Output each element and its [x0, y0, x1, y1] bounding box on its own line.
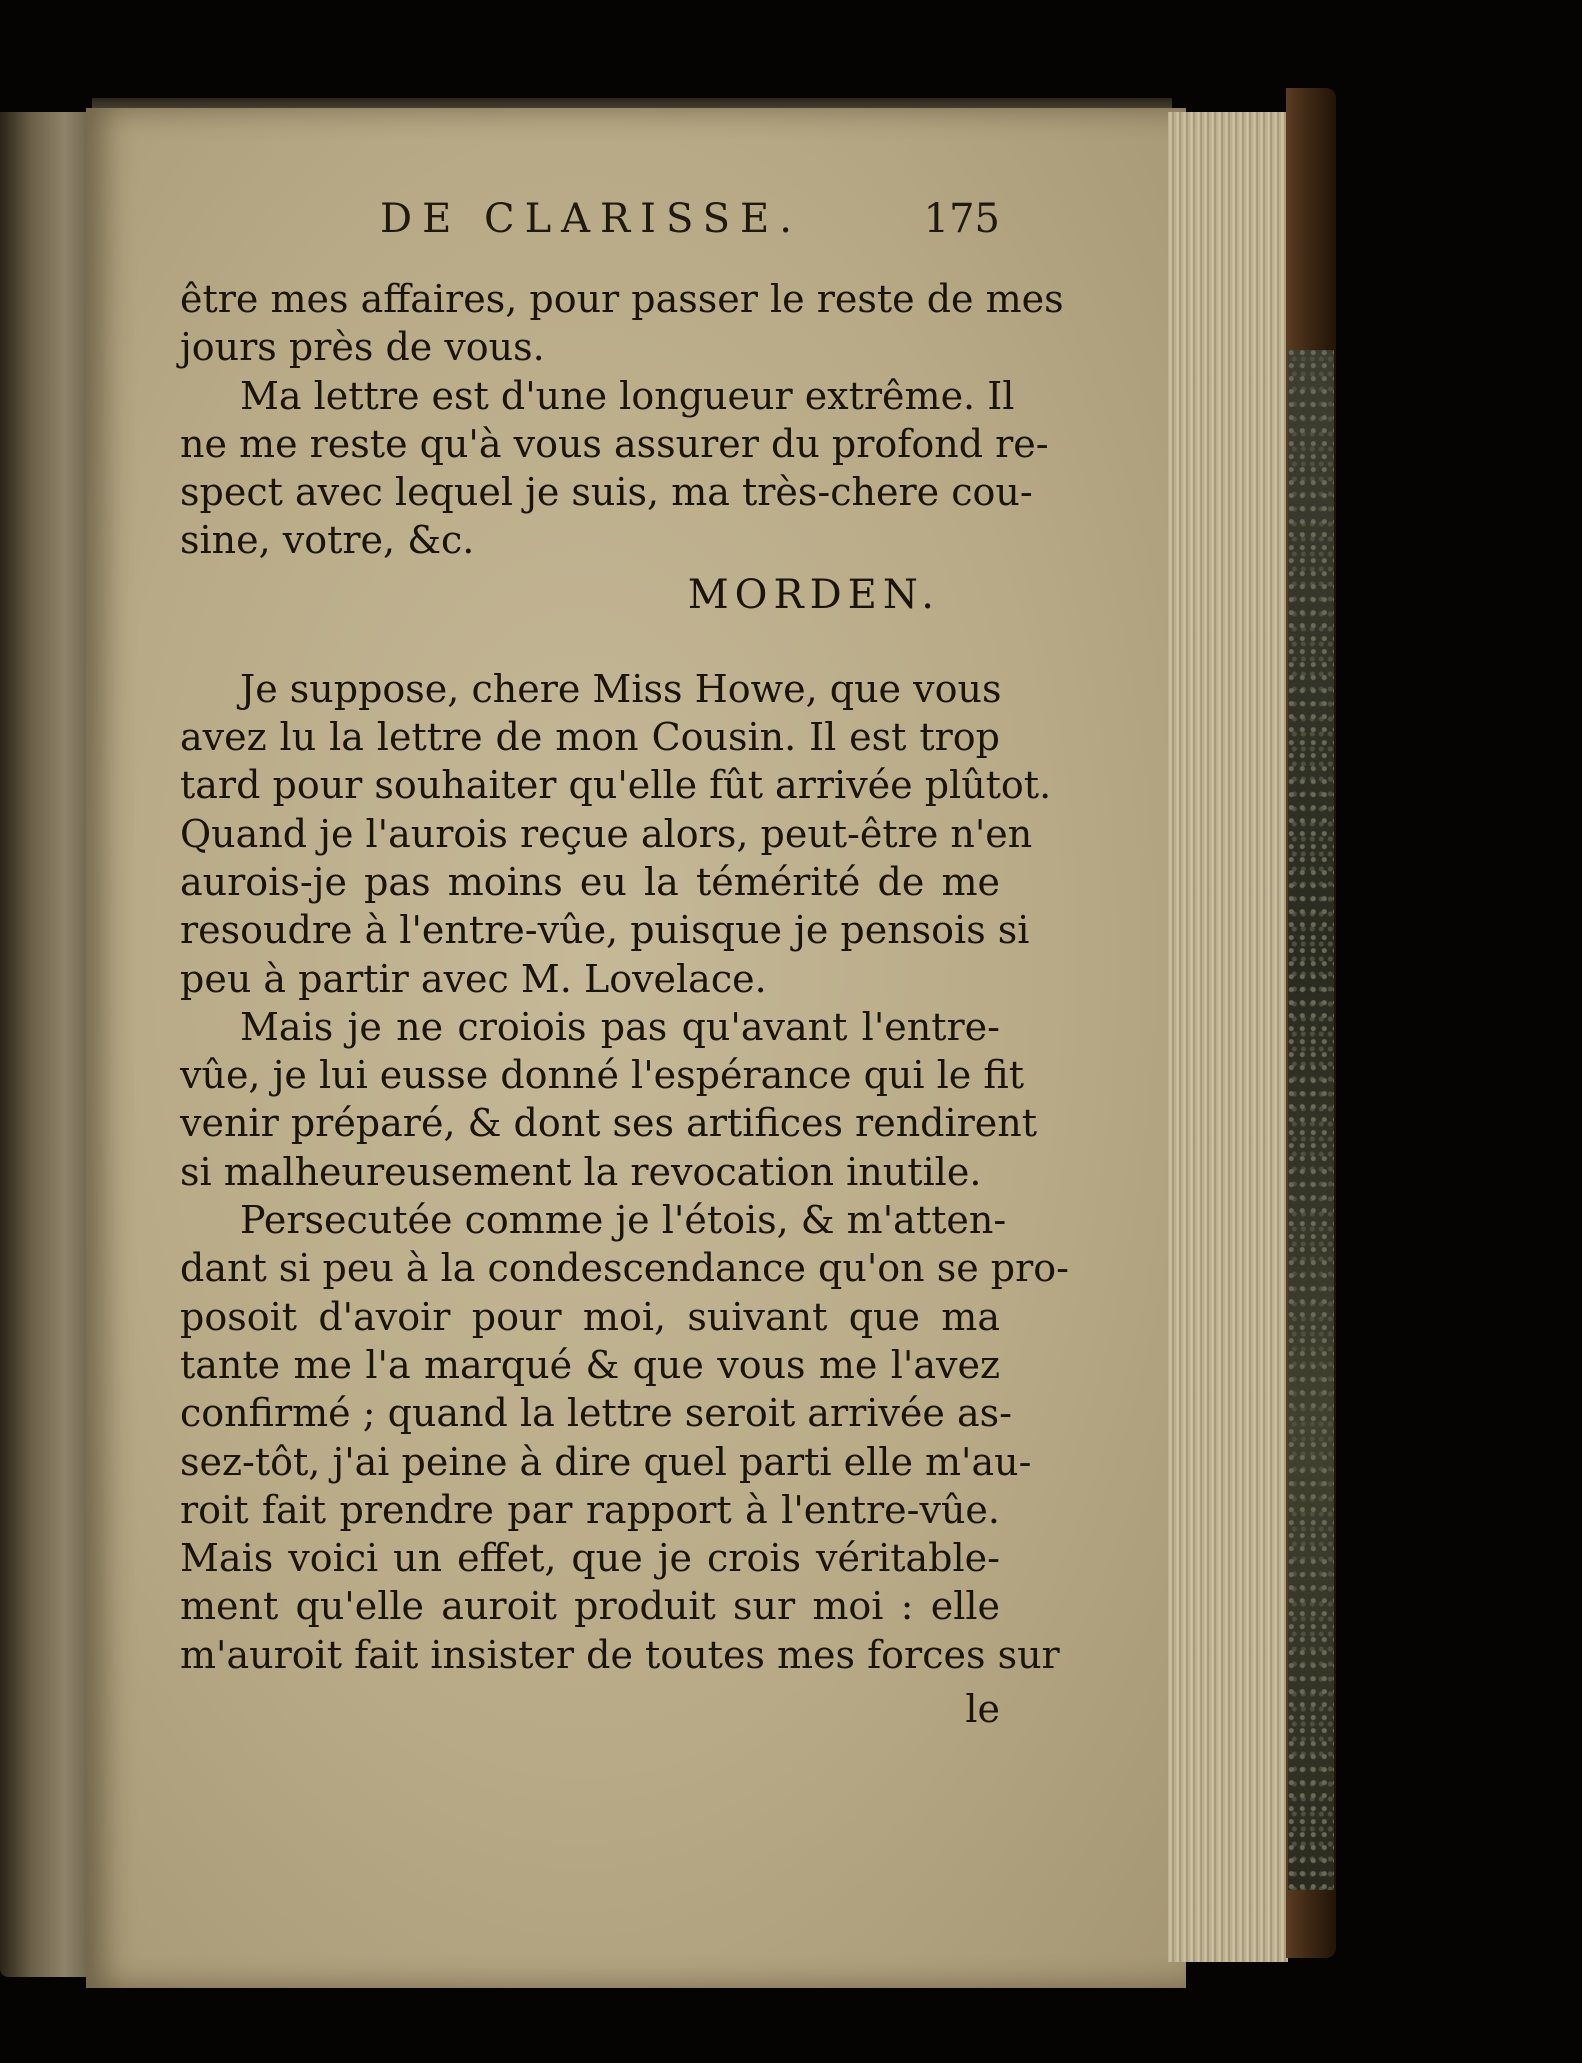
text-line: venir préparé, & dont ses artifices rendirent [180, 1101, 1038, 1146]
paragraph-5 [180, 1196, 1069, 1679]
paragraph-3 [180, 665, 1052, 1003]
text-line: vûe, je lui eusse donné l'espérance qui le fit [180, 1053, 1024, 1098]
running-head [380, 196, 1000, 246]
paragraph-2 [180, 372, 1049, 565]
text-line: ment qu'elle auroit produit sur moi : elle [180, 1584, 1000, 1629]
page-number: 175 [923, 196, 1000, 242]
section-gap [180, 625, 1000, 665]
text-line: spect avec lequel je suis, ma très-chere cou- [180, 470, 1033, 515]
text-line: Je suppose, chere Miss Howe, que vous [240, 666, 1002, 711]
text-line: si malheureusement la revocation inutile. [180, 1149, 982, 1194]
text-line: être mes affaires, pour passer le reste de mes [180, 277, 1064, 321]
text-line: dant si peu à la condescendance qu'on se pro- [180, 1246, 1069, 1291]
text-line: Mais voici un effet, que je crois véritable- [180, 1536, 1000, 1581]
left-page-edge [0, 112, 92, 1977]
text-line: Mais je ne croiois pas qu'avant l'entre- [240, 1004, 1000, 1049]
catchword: le [965, 1687, 1000, 1732]
text-line: avez lu la lettre de mon Cousin. Il est trop [180, 715, 1000, 760]
running-title: DE CLARISSE. [380, 196, 802, 242]
text-line: posoit d'avoir pour moi, suivant que ma [180, 1294, 1000, 1339]
text-line: peu à partir avec M. Lovelace. [180, 956, 767, 1001]
text-line: ne me reste qu'à vous assurer du profond re- [180, 421, 1049, 466]
paragraph-1 [180, 275, 1064, 372]
marbled-cover [1288, 350, 1334, 1890]
text-line: roit fait prendre par rapport à l'entre-vûe. [180, 1487, 1000, 1532]
text-line: Quand je l'aurois reçue alors, peut-être n'en [180, 811, 1033, 856]
body-text [180, 275, 1069, 1739]
text-line: resoudre à l'entre-vûe, puisque je pensois si [180, 908, 1030, 953]
text-line: aurois-je pas moins eu la témérité de me [180, 859, 1000, 904]
text-line: Ma lettre est d'une longueur extrême. Il [240, 373, 1015, 418]
text-line: sez-tôt, j'ai peine à dire quel parti elle m'au- [180, 1439, 1032, 1484]
text-line: tard pour souhaiter qu'elle fût arrivée plûtot. [180, 763, 1052, 808]
text-line: jours près de vous. [180, 325, 545, 370]
paragraph-4 [180, 1003, 1038, 1196]
text-line: m'auroit fait insister de toutes mes forces sur [180, 1632, 1060, 1677]
page-stack-edges [1168, 112, 1288, 1962]
signature: MORDEN. [687, 571, 940, 618]
text-line: tante me l'a marqué & que vous me l'avez [180, 1342, 1000, 1387]
text-line: confirmé ; quand la lettre seroit arrivée as- [180, 1391, 1012, 1436]
text-line: Persecutée comme je l'étois, & m'atten- [240, 1198, 1007, 1243]
text-line: sine, votre, &c. [180, 518, 475, 563]
